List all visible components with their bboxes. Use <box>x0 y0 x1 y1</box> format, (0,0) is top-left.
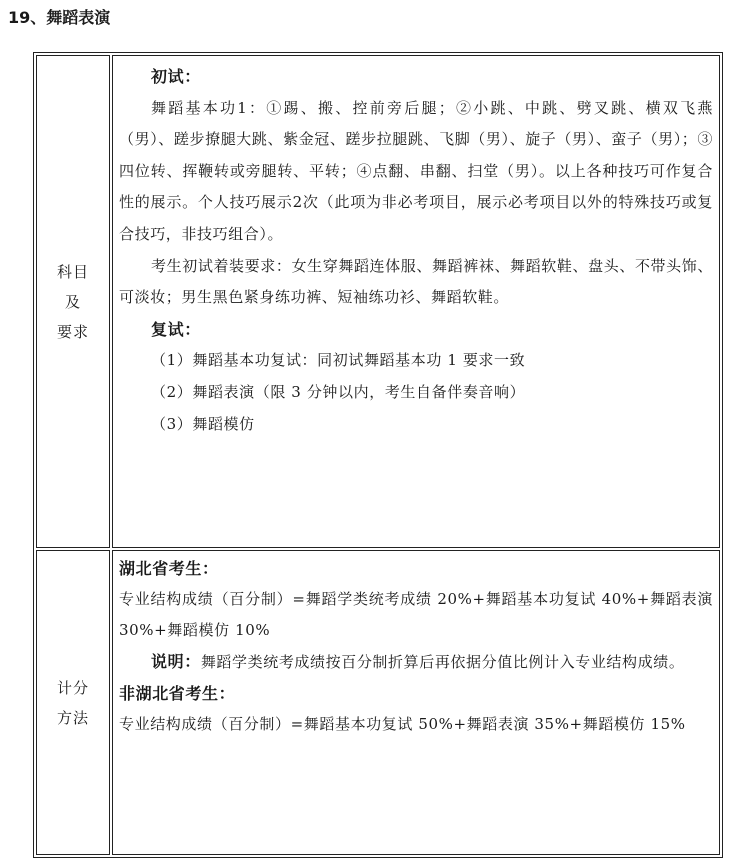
row-label-line: 科目及 <box>56 262 89 311</box>
non-hubei-formula: 专业结构成绩（百分制）=舞蹈基本功复试 50%+舞蹈表演 35%+舞蹈模仿 15% <box>119 715 686 733</box>
note-paragraph <box>119 646 713 678</box>
exam-table <box>33 52 723 858</box>
initial-test-paragraph: 舞蹈基本功1：①踢、搬、控前旁后腿；②小跳、中跳、劈叉跳、横双飞燕（男）、蹉步撩腿大跳、紫金冠、蹉步拉腿跳、飞脚（男）、旋子（男）、蛮子（男）；③四位转、挥鞭转或旁腿转、平转；④点翻、串翻、扫堂（男）。以上各种技巧可作复合性的展示。个人技巧展示2次（此项为非必考项目，展示必考项目以外的特殊技巧或复合技巧，非技巧组合）。 <box>119 98 714 243</box>
note-text: 舞蹈学类统考成绩按百分制折算后再依据分值比例计入专业结构成绩。 <box>200 653 685 671</box>
row-label-line: 方法 <box>56 708 89 727</box>
initial-test-heading: 初试： <box>151 67 201 86</box>
row-label-line: 计分 <box>56 678 89 697</box>
row-label-cell <box>36 55 110 548</box>
section-title: 19、舞蹈表演 <box>8 8 111 27</box>
row-label-line: 要求 <box>56 322 89 341</box>
row-label-subjects <box>56 257 90 347</box>
hubei-heading: 湖北省考生： <box>119 559 219 578</box>
retest-item: （2）舞蹈表演（限 3 分钟以内，考生自备伴奏音响） <box>151 382 526 401</box>
non-hubei-heading: 非湖北省考生： <box>119 684 236 703</box>
retest-item: （1）舞蹈基本功复试：同初试舞蹈基本功 1 要求一致 <box>151 351 526 370</box>
table-row-scoring <box>36 550 720 855</box>
scoring-content-cell <box>112 550 720 855</box>
retest-item: （3）舞蹈模仿 <box>151 414 255 433</box>
retest-heading: 复试： <box>151 319 201 339</box>
subjects-content-cell <box>112 55 720 548</box>
row-label-scoring <box>56 673 90 733</box>
row-label-cell <box>36 550 110 855</box>
dress-requirement-paragraph: 考生初试着装要求：女生穿舞蹈连体服、舞蹈裤袜、舞蹈软鞋、盘头、不带头饰、可淡妆；男生黑色紧身练功裤、短袖练功衫、舞蹈软鞋。 <box>119 256 713 307</box>
hubei-formula: 专业结构成绩（百分制）=舞蹈学类统考成绩 20%+舞蹈基本功复试 40%+舞蹈表演 30%+舞蹈模仿 10% <box>119 590 713 639</box>
note-label: 说明： <box>151 652 201 671</box>
table-row-subjects <box>36 55 720 548</box>
